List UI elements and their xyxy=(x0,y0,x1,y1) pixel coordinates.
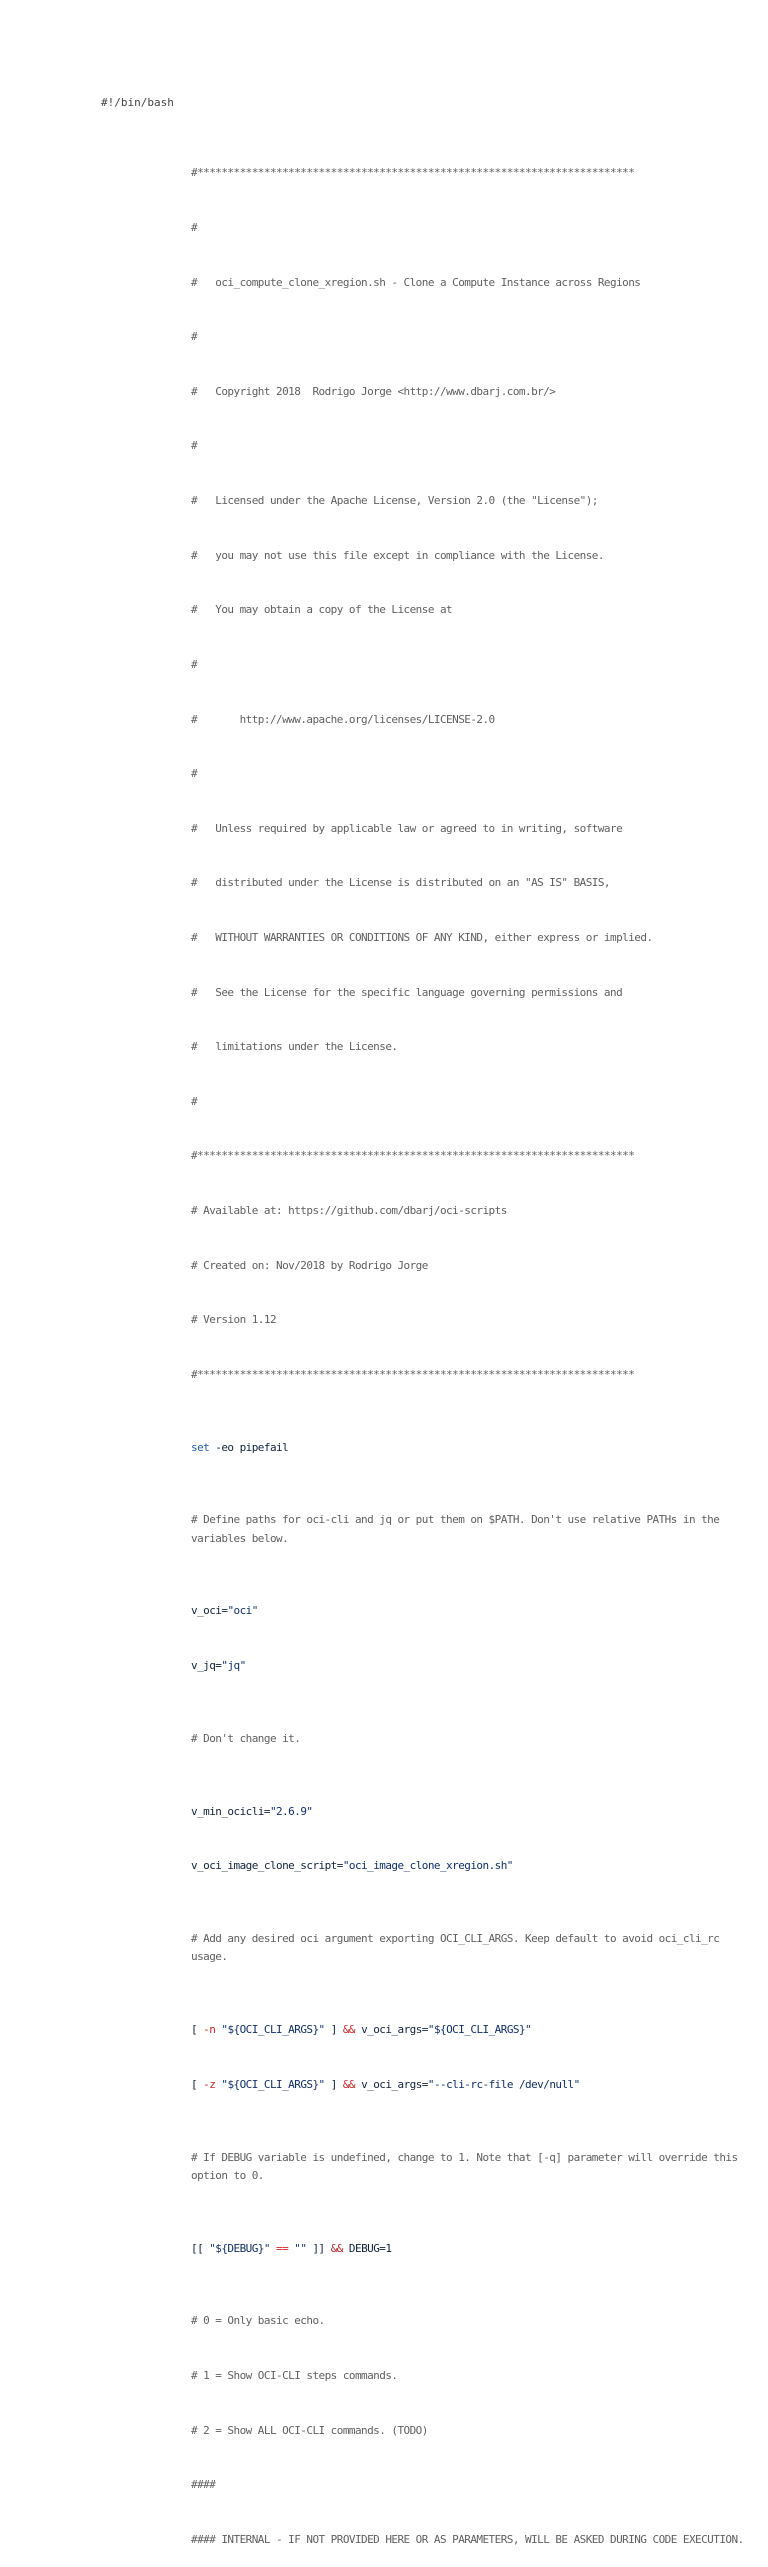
comment-line: # Version 1.12 xyxy=(191,1313,277,1327)
comment-line: # xyxy=(191,221,198,235)
assign-v-min-ocicli: v_min_ocicli="2.6.9" xyxy=(191,1804,313,1818)
comment-line: # xyxy=(191,330,198,344)
set-keyword: set xyxy=(191,1440,210,1454)
comment-line: # See the License for the specific language governing permissions and xyxy=(191,985,623,999)
comment-line: #### INTERNAL - IF NOT PROVIDED HERE OR AS PARAMETERS, WILL BE ASKED DURING CODE EXECUTION. xyxy=(191,2532,744,2546)
comment-line: # You may obtain a copy of the License at xyxy=(191,603,453,617)
comment-line: # 2 = Show ALL OCI-CLI commands. (TODO) xyxy=(191,2423,428,2437)
comment-line: # Don't change it. xyxy=(191,1731,301,1745)
comment-line: # Available at: https://github.com/dbarj/oci-scripts xyxy=(191,1203,507,1217)
comment-line: # distributed under the License is distributed on an "AS IS" BASIS, xyxy=(191,876,611,890)
comment-line: # WITHOUT WARRANTIES OR CONDITIONS OF ANY KIND, either express or implied. xyxy=(191,930,653,944)
comment-line: # you may not use this file except in compliance with the License. xyxy=(191,548,604,562)
comment-line: # Unless required by applicable law or agreed to in writing, software xyxy=(191,821,623,835)
comment-line: # Define paths for oci-cli and jq or put them on $PATH. Don't use relative PATHs in the variables below. xyxy=(191,1513,726,1545)
test-line-z: [ -z "${OCI_CLI_ARGS}" ] && v_oci_args="--cli-rc-file /dev/null" xyxy=(191,2077,580,2091)
comment-line: # If DEBUG variable is undefined, change to 1. Note that [-q] parameter will override this option to 0. xyxy=(191,2150,744,2182)
shebang-line: #!/bin/bash xyxy=(101,96,174,109)
comment-line: #************************************************************************ xyxy=(191,1367,635,1381)
comment-line: # xyxy=(191,1094,198,1108)
comment-line: #************************************************************************ xyxy=(191,1149,635,1163)
comment-line: # xyxy=(191,439,198,453)
comment-line: # Created on: Nov/2018 by Rodrigo Jorge xyxy=(191,1258,428,1272)
test-line-n: [ -n "${OCI_CLI_ARGS}" ] && v_oci_args="${OCI_CLI_ARGS}" xyxy=(191,2023,532,2037)
assign-v-jq: v_jq="jq" xyxy=(191,1659,246,1673)
comment-line: # http://www.apache.org/licenses/LICENSE-2.0 xyxy=(191,712,495,726)
set-args: -eo pipefail xyxy=(209,1440,289,1454)
comment-line: # 1 = Show OCI-CLI steps commands. xyxy=(191,2368,398,2382)
code-block xyxy=(191,128,761,2567)
assign-v-image-clone-script: v_oci_image_clone_script="oci_image_clone_xregion.sh" xyxy=(191,1859,513,1873)
comment-line: # Add any desired oci argument exporting OCI_CLI_ARGS. Keep default to avoid oci_cli_rc usage. xyxy=(191,1932,726,1964)
comment-line: # Copyright 2018 Rodrigo Jorge <http://www.dbarj.com.br/> xyxy=(191,384,556,398)
comment-line: # xyxy=(191,767,198,781)
comment-line: #************************************************************************ xyxy=(191,166,635,180)
assign-v-oci: v_oci="oci" xyxy=(191,1604,258,1618)
debug-test-line: [[ "${DEBUG}" == "" ]] && DEBUG=1 xyxy=(191,2241,392,2255)
comment-line: # limitations under the License. xyxy=(191,1040,398,1054)
comment-line: # oci_compute_clone_xregion.sh - Clone a Compute Instance across Regions xyxy=(191,275,641,289)
comment-line: # 0 = Only basic echo. xyxy=(191,2314,325,2328)
comment-line: # Licensed under the Apache License, Version 2.0 (the "License"); xyxy=(191,494,598,508)
comment-line: # xyxy=(191,657,198,671)
comment-line: #### xyxy=(191,2478,216,2492)
set-line xyxy=(191,1439,761,1457)
